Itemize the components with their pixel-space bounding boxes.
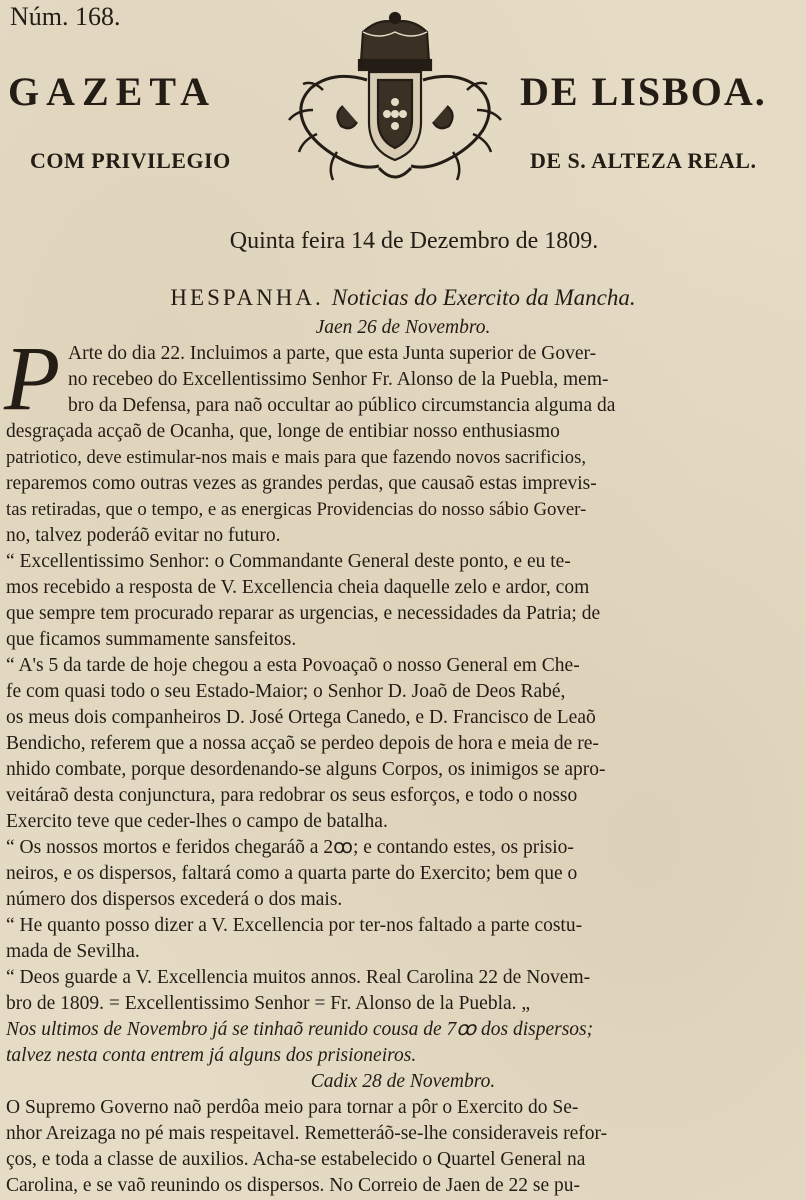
text-line: Arte do dia 22. Incluimos a parte, que esta Junta superior de Gover-	[68, 343, 597, 364]
royal-arms-icon	[283, 10, 507, 190]
text-line: tas retiradas, que o tempo, e as energicas Providencias do nosso sábio Gover-	[6, 499, 587, 520]
text-line: mos recebido a resposta de V. Excellencia cheia daquelle zelo e ardor, com	[6, 577, 590, 598]
text-line: Bendicho, referem que a nossa acçaõ se perdeo depois de hora e meia de re-	[6, 733, 599, 754]
section-heading	[0, 285, 806, 311]
text-line: Carolina, e se vaõ reunindo os dispersos. No Correio de Jaen de 22 se pu-	[6, 1175, 581, 1196]
text-line: Nos ultimos de Novembro já se tinhaõ reunido cousa de 7ꝏ dos dispersos;	[6, 1019, 594, 1040]
dateline-jaen: Jaen 26 de Novembro.	[315, 317, 491, 338]
text-line: “ Deos guarde a V. Excellencia muitos annos. Real Carolina 22 de Novem-	[6, 967, 591, 988]
text-line: bro da Defensa, para naõ occultar ao público circumstancia alguma da	[68, 395, 616, 416]
text-line: O Supremo Governo naõ perdôa meio para tornar a pôr o Exercito do Se-	[6, 1097, 579, 1118]
masthead-title-right: DE LISBOA.	[520, 69, 767, 114]
drop-cap: P	[4, 327, 61, 429]
text-line: patriotico, deve estimular-nos mais e mais para que fazendo novos sacrificios,	[6, 447, 586, 468]
dateline-cadix: Cadix 28 de Novembro.	[310, 1071, 496, 1092]
issue-number: Núm. 168.	[10, 2, 121, 31]
text-line: fe com quasi todo o seu Estado-Maior; o Senhor D. Joaõ de Deos Rabé,	[6, 681, 566, 702]
text-line: “ Os nossos mortos e feridos chegaráõ a 2ꝏ; e contando estes, os prisio-	[6, 837, 574, 858]
text-line: ços, e toda a classe de auxilios. Acha-se estabelecido o Quartel General na	[6, 1149, 586, 1170]
text-line: talvez nesta conta entrem já alguns dos prisioneiros.	[6, 1045, 417, 1066]
privilege-right: DE S. ALTEZA REAL.	[530, 148, 757, 173]
text-line: mada de Sevilha.	[6, 941, 140, 962]
text-line: “ He quanto posso dizer a V. Excellencia por ter-nos faltado a parte costu-	[6, 915, 583, 936]
text-line: “ Excellentissimo Senhor: o Commandante General deste ponto, e eu te-	[6, 551, 571, 572]
text-line: que ficamos summamente sansfeitos.	[6, 629, 297, 650]
text-line: bro de 1809. = Excellentissimo Senhor = Fr. Alonso de la Puebla. „	[6, 993, 531, 1014]
text-line: neiros, e os dispersos, faltará como a quarta parte do Exercito; bem que o	[6, 863, 578, 884]
text-line: “ A's 5 da tarde de hoje chegou a esta Povoaçaõ o nosso General em Che-	[6, 655, 580, 676]
text-line: no, talvez poderáõ evitar no futuro.	[6, 525, 281, 546]
section-country: HESPANHA.	[170, 285, 324, 310]
masthead-title-left: GAZETA	[8, 69, 216, 114]
text-line: que sempre tem procurado reparar as urgencias, e necessidades da Patria; de	[6, 603, 601, 624]
text-line: reparemos como outras vezes as grandes perdas, que causaõ estas imprevis-	[6, 473, 597, 494]
text-line: no recebeo do Excellentissimo Senhor Fr. Alonso de la Puebla, mem-	[68, 369, 609, 390]
text-line: desgraçada acçaõ de Ocanha, que, longe de entibiar nosso enthusiasmo	[6, 421, 560, 442]
text-line: os meus dois companheiros D. José Ortega Canedo, e D. Francisco de Leaõ	[6, 707, 596, 728]
text-line: nhor Areizaga no pé mais respeitavel. Remetteráõ-se-lhe consideraveis refor-	[6, 1123, 608, 1144]
text-line: veitáraõ desta conjunctura, para redobrar os seus esforços, e todo o nosso	[6, 785, 578, 806]
text-line: nhido combate, porque desordenando-se alguns Corpos, os inimigos se apro-	[6, 759, 606, 780]
privilege-left: COM PRIVILEGIO	[30, 148, 231, 173]
section-subtitle: Noticias do Exercito da Mancha.	[331, 285, 636, 310]
text-line: Exercito teve que ceder-lhes o campo de batalha.	[6, 811, 388, 832]
issue-date: Quinta feira 14 de Dezembro de 1809.	[229, 228, 599, 254]
text-line: número dos dispersos excederá o dos mais.	[6, 889, 343, 910]
